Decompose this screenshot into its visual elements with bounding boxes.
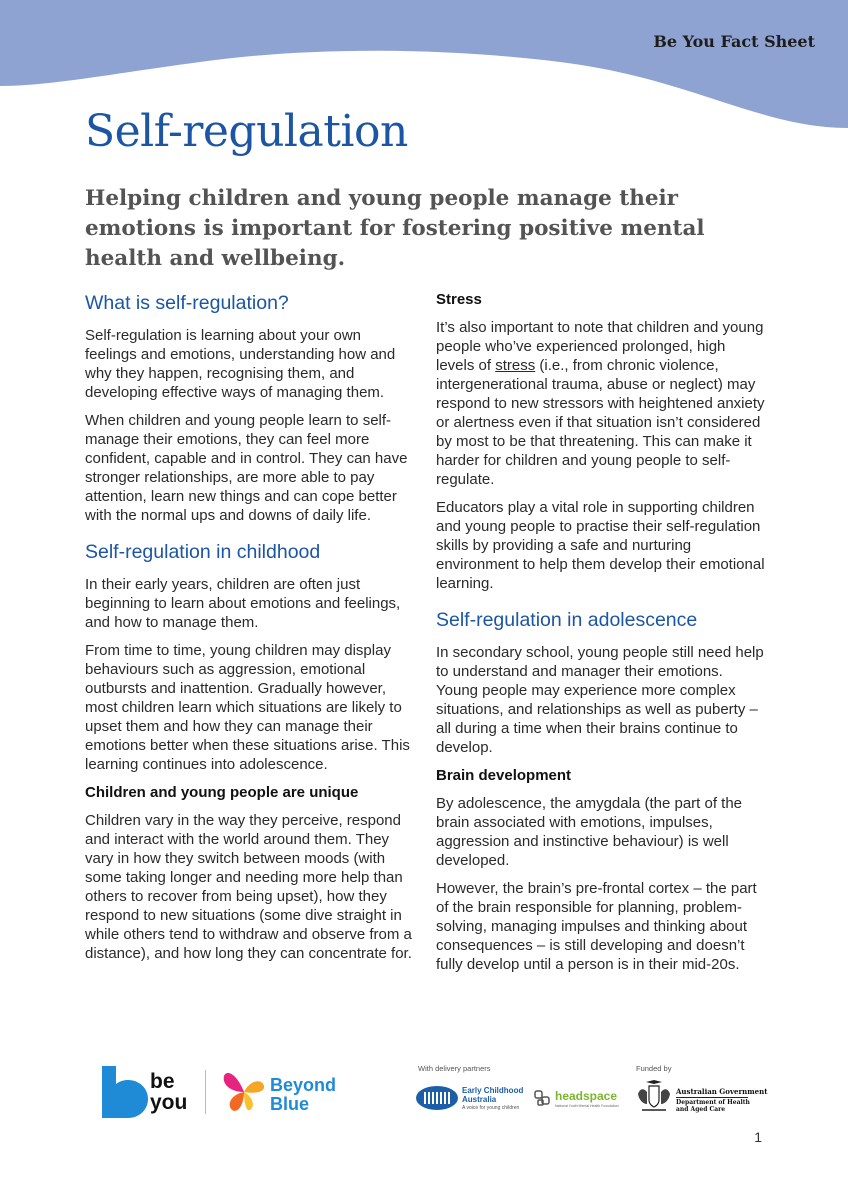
paragraph: When children and young people learn to self-manage their emotions, they can feel more confident, capable and in control. They can have stronger relationships, are more able to pay attention, learn new things and can cope better with the normal ups and downs of daily life. <box>85 412 408 524</box>
delivery-partners-label: With delivery partners <box>418 1064 491 1073</box>
butterfly-icon <box>222 1068 266 1114</box>
paragraph: In secondary school, young people still need help to understand and manager their emotions. Young people may experience more complex situations, and relationships as well as puberty – all during a time when their brains continue to develop. <box>436 644 764 756</box>
page-number: 1 <box>754 1129 762 1145</box>
heading-brain: Brain development <box>436 767 572 784</box>
eca-oval-icon <box>416 1086 458 1110</box>
paragraph: In their early years, children are often just beginning to learn about emotions and feelings, and how to manage them. <box>85 576 401 631</box>
left-column <box>85 290 413 972</box>
text-span: It’s also important to note that children and young people who’ve experienced prolonged, high levels of <box>436 319 764 374</box>
right-column <box>436 290 766 983</box>
stress-link[interactable]: stress <box>495 357 536 374</box>
heading-adolescence: Self-regulation in adolescence <box>436 609 698 631</box>
headspace-text: headspace <box>555 1089 618 1103</box>
gov-rule <box>676 1097 748 1098</box>
page-subtitle: Helping children and young people manage their emotions is important for fostering positive mental health and wellbeing. <box>85 186 705 271</box>
be-you-text-be: be <box>150 1070 175 1093</box>
paragraph: From time to time, young children may display behaviours such as aggression, emotional outbursts and inattention. Gradually however, most children learn which situations are likely to upset them and how they can manage their emotions better when these situations arise. This learning continues into adolescence. <box>85 642 410 773</box>
fact-sheet-label: Be You Fact Sheet <box>653 32 815 51</box>
eca-figures <box>424 1092 450 1104</box>
headspace-mark-icon <box>533 1088 553 1108</box>
eca-tagline: A voice for young children <box>462 1105 520 1111</box>
heading-stress: Stress <box>436 291 482 308</box>
paragraph: By adolescence, the amygdala (the part of the brain associated with emotions, impulses, aggression and instinctive behaviour) is well developed. <box>436 795 743 869</box>
page-title: Self-regulation <box>85 106 408 157</box>
be-you-mark-icon <box>102 1066 148 1118</box>
footer <box>0 1050 848 1200</box>
australian-government-logo <box>636 1080 768 1116</box>
gov-text-2: Department of Health <box>676 1099 750 1106</box>
funded-by-label: Funded by <box>636 1064 672 1073</box>
eca-text-2: Australia <box>462 1095 497 1104</box>
heading-what-is: What is self-regulation? <box>85 292 289 314</box>
beyond-blue-logo <box>222 1068 342 1118</box>
heading-childhood: Self-regulation in childhood <box>85 541 321 563</box>
paragraph: Educators play a vital role in supporting children and young people to practise their self-regulation skills by providing a safe and nurturing environment to help them develop their emotional learning. <box>436 499 765 592</box>
beyond-blue-text-1: Beyond <box>270 1075 337 1095</box>
eca-logo <box>416 1084 524 1114</box>
paragraph: Self-regulation is learning about your own feelings and emotions, understanding how and why they happen, recognising them, and developing effective ways of managing them. <box>85 327 396 401</box>
coat-of-arms-icon <box>636 1080 672 1114</box>
headspace-tagline: National Youth Mental Health Foundation <box>555 1104 619 1108</box>
heading-unique: Children and young people are unique <box>85 784 359 801</box>
be-you-text-you: you <box>150 1091 188 1114</box>
be-you-logo <box>102 1066 190 1118</box>
paragraph: However, the brain’s pre-frontal cortex – the part of the brain responsible for planning, problem-solving, managing impulses and thinking about consequences – is still developing and doesn’t fully develop until a person is in their mid-20s. <box>436 880 757 973</box>
paragraph-stress <box>436 318 766 489</box>
beyond-blue-text-2: Blue <box>270 1094 310 1114</box>
logo-divider <box>205 1070 206 1114</box>
gov-text-1: Australian Government <box>676 1087 768 1096</box>
gov-text-3: and Aged Care <box>676 1106 726 1113</box>
text-span: (i.e., from chronic violence, intergenerational trauma, abuse or neglect) may respond to new stressors with heightened anxiety or alertness even if that situation isn’t considered by most to be that threatening. This can make it harder for children and young people to self-regulate. <box>436 357 765 488</box>
eca-text-1: Early Childhood <box>462 1086 524 1095</box>
headspace-logo <box>533 1088 623 1112</box>
paragraph: Children vary in the way they perceive, respond and interact with the world around them. They vary in how they switch between moods (with some taking longer and needing more help than others to recover from being upset), how they respond to new situations (some dive straight in while others tend to withdraw and observe from a distance), and how long they can concentrate for. <box>85 812 412 962</box>
